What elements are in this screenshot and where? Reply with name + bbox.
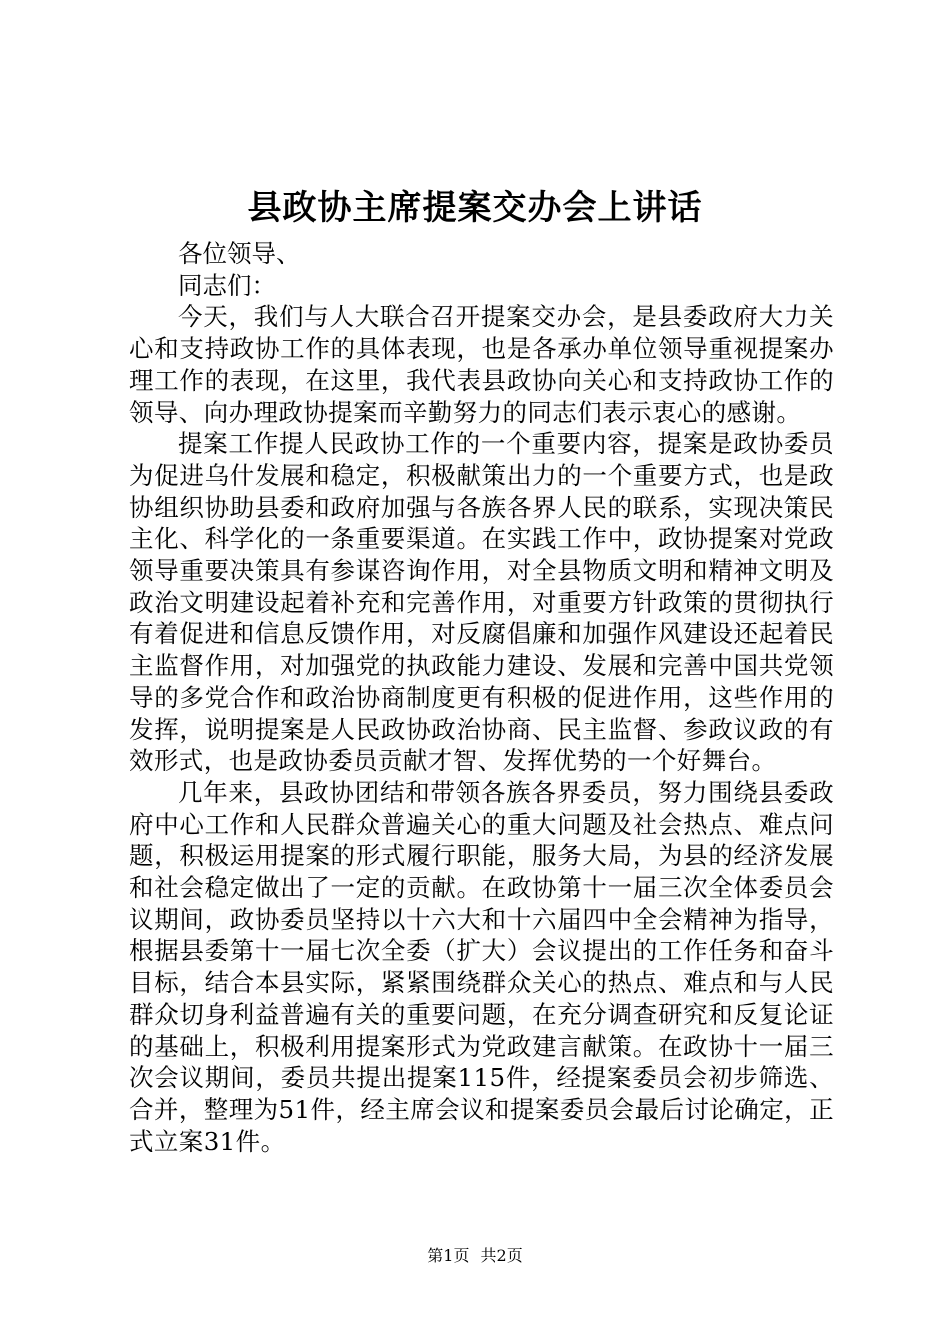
salutation-line: 各位领导、 — [178, 239, 301, 268]
paragraph: 几年来，县政协团结和带领各族各界委员，努力围绕县委政府中心工作和人民群众普遍关心的重大问题及社会热点、难点问题，积极运用提案的形式履行职能，服务大局，为县的经济发展和社会稳定做出了一定的贡献。在政协第十一届三次全体委员会议期间，政协委员坚持以十六大和十六届四中全会精神为指导，根据县委第十一届七次全委（扩大）会议提出的工作任务和奋斗目标，结合本县实际，紧紧围绕群众关心的热点、难点和与人民群众切身利益普遍有关的重要问题，在充分调查研究和反复论证的基础上，积极利用提案形式为党政建言献策。在政协十一届三次会议期间，委员共提出提案115件，经提案委员会初步筛选、合并，整理为51件，经主席会议和提案委员会最后讨论确定，正式立案31件。 — [129, 777, 834, 1156]
page-footer — [0, 1246, 950, 1266]
document-body — [129, 238, 834, 1157]
page-number: 第1页 — [427, 1246, 470, 1265]
paragraph: 提案工作提人民政协工作的一个重要内容，提案是政协委员为促进乌什发展和稳定，积极献策出力的一个重要方式，也是政协组织协助县委和政府加强与各族各界人民的联系，实现决策民主化、科学化的一条重要渠道。在实践工作中，政协提案对党政领导重要决策具有参谋咨询作用，对全县物质文明和精神文明及政治文明建设起着补充和完善作用，对重要方针政策的贯彻执行有着促进和信息反馈作用，对反腐倡廉和加强作风建设还起着民主监督作用，对加强党的执政能力建设、发展和完善中国共党领导的多党合作和政治协商制度更有积极的促进作用，这些作用的发挥，说明提案是人民政协政治协商、民主监督、参政议政的有效形式，也是政协委员贡献才智、发挥优势的一个好舞台。 — [129, 429, 834, 776]
paragraph: 今天，我们与人大联合召开提案交办会，是县委政府大力关心和支持政协工作的具体表现，也是各承办单位领导重视提案办理工作的表现，在这里，我代表县政协向关心和支持政协工作的领导、向办理政协提案而辛勤努力的同志们表示衷心的感谢。 — [129, 302, 834, 427]
page-total: 共2页 — [480, 1246, 523, 1265]
salutation-line: 同志们： — [178, 270, 276, 300]
document-title: 县政协主席提案交办会上讲话 — [247, 188, 703, 228]
